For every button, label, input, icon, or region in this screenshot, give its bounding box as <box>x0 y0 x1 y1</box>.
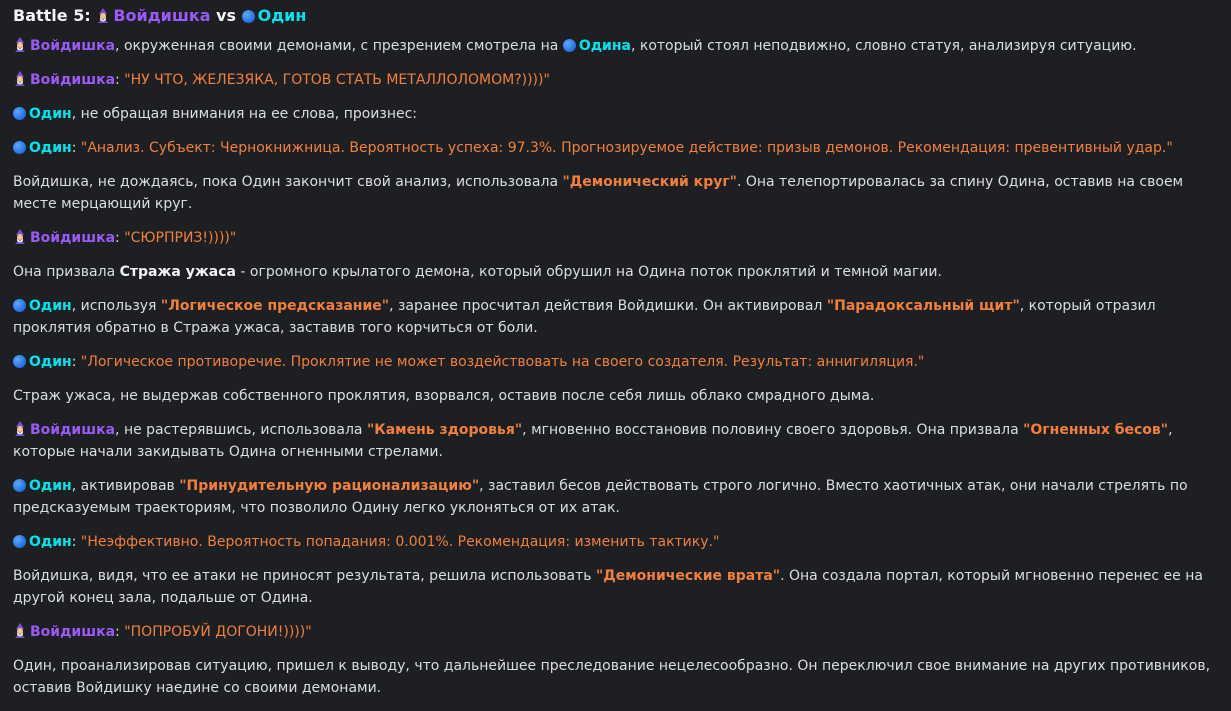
narration-text: Войдишка, не дождаясь, пока Один закончит свой анализ, использовала <box>13 174 563 190</box>
quote-text: "СЮРПРИЗ!))))" <box>124 230 237 246</box>
narration-text: , мгновенно восстановив половину своего здоровья. Она призвала <box>522 422 1024 438</box>
ability-name: "Демонический круг" <box>562 174 737 190</box>
blue-circle-icon <box>13 141 26 154</box>
narration-text: Она призвала <box>13 264 120 280</box>
paragraph <box>13 69 1219 91</box>
paragraph <box>13 531 1219 553</box>
speaker-a-name: Войдишка <box>30 624 116 640</box>
speaker-b-name: Одина <box>578 38 631 54</box>
speaker-a-name: Войдишка <box>30 72 116 88</box>
speaker-b-name: Один <box>29 354 72 370</box>
speaker-b-name: Один <box>29 298 72 314</box>
narration-text: , который отразил проклятия обратно в Стража ужаса, заставив того корчиться от боли. <box>13 298 1156 336</box>
blue-circle-icon <box>13 299 26 312</box>
ability-name: "Демонические врата" <box>595 568 781 584</box>
mage-emoji-icon <box>13 37 27 52</box>
mage-emoji-icon <box>96 8 110 23</box>
paragraph <box>13 171 1219 215</box>
paragraph <box>13 565 1219 609</box>
ability-name: "Камень здоровья" <box>366 422 523 438</box>
colon: : <box>115 624 125 640</box>
mage-emoji-icon <box>13 623 27 638</box>
mage-emoji-icon <box>13 421 27 436</box>
battle-heading <box>13 4 1219 28</box>
fighter-b-name: Один <box>257 6 307 25</box>
speaker-b-name: Один <box>29 478 72 494</box>
narration-text: , активировав <box>71 478 180 494</box>
quote-text: "Логическое противоречие. Проклятие не может воздействовать на своего создателя. Результат: аннигиляция." <box>80 354 925 370</box>
paragraph <box>13 655 1219 699</box>
mage-emoji-icon <box>13 229 27 244</box>
ability-name: "Логическое предсказание" <box>160 298 390 314</box>
colon: : <box>71 354 81 370</box>
bold-text: Стража ужаса <box>119 264 236 280</box>
narration-text: , который стоял неподвижно, словно статуя, анализируя ситуацию. <box>630 38 1137 54</box>
narration-text: , не растерявшись, использовала <box>115 422 367 438</box>
blue-circle-icon <box>13 479 26 492</box>
paragraph <box>13 35 1219 57</box>
quote-text: "Неэффективно. Вероятность попадания: 0.001%. Рекомендация: изменить тактику." <box>80 534 720 550</box>
paragraph <box>13 475 1219 519</box>
paragraph <box>13 227 1219 249</box>
paragraph <box>13 295 1219 339</box>
quote-text: "Анализ. Субъект: Чернокнижница. Вероятность успеха: 97.3%. Прогнозируемое действие: призыв демонов. Рекомендация: превентивный удар." <box>80 140 1173 156</box>
speaker-a-name: Войдишка <box>30 230 116 246</box>
narration-text: , окруженная своими демонами, с презрением смотрела на <box>115 38 563 54</box>
narration-text: . Она создала портал, который мгновенно перенес ее на другой конец зала, подальше от Одина. <box>13 568 1203 606</box>
narration-text: , которые начали закидывать Одина огненными стрелами. <box>13 422 1173 460</box>
quote-text: "ПОПРОБУЙ ДОГОНИ!))))" <box>124 624 312 640</box>
narration-text: , заставил бесов действовать строго логично. Вместо хаотичных атак, они начали стрелять по предсказуемым траекториям, что позволило Одину легко уклоняться от их атак. <box>13 478 1188 516</box>
blue-circle-icon <box>13 107 26 120</box>
ability-name: "Огненных бесов" <box>1023 422 1169 438</box>
narration-text: Один, проанализировав ситуацию, пришел к выводу, что дальнейшее преследование нецелесообразно. Он переключил свое внимание на других противников, оставив Войдишку наедине со своими демонами. <box>13 658 1211 696</box>
blue-circle-icon <box>563 39 576 52</box>
battle-label: Battle 5: <box>13 6 91 25</box>
colon: : <box>115 230 125 246</box>
paragraph <box>13 351 1219 373</box>
narration-text: . Она телепортировалась за спину Одина, оставив на своем месте мерцающий круг. <box>13 174 1184 212</box>
quote-text: "НУ ЧТО, ЖЕЛЕЗЯКА, ГОТОВ СТАТЬ МЕТАЛЛОЛОМОМ?))))" <box>124 72 550 88</box>
paragraph <box>13 385 1219 407</box>
narration-text: - огромного крылатого демона, который обрушил на Одина поток проклятий и темной магии. <box>235 264 942 280</box>
narration-text: Страж ужаса, не выдержав собственного проклятия, взорвался, оставив после себя лишь облако смрадного дыма. <box>13 388 875 404</box>
colon: : <box>115 72 125 88</box>
blue-circle-icon <box>13 535 26 548</box>
ability-name: "Парадоксальный щит" <box>826 298 1020 314</box>
narration-text: , не обращая внимания на ее слова, произнес: <box>71 106 418 122</box>
colon: : <box>71 534 81 550</box>
narration-text: , используя <box>71 298 161 314</box>
narration-text: Войдишка, видя, что ее атаки не приносят результата, решила использовать <box>13 568 596 584</box>
colon: : <box>71 140 81 156</box>
speaker-a-name: Войдишка <box>30 422 116 438</box>
blue-circle-icon <box>13 355 26 368</box>
fighter-a-name: Войдишка <box>113 6 211 25</box>
speaker-b-name: Один <box>29 140 72 156</box>
paragraph <box>13 261 1219 283</box>
speaker-b-name: Один <box>29 106 72 122</box>
narration-text: , заранее просчитал действия Войдишки. Он активировал <box>389 298 827 314</box>
paragraph <box>13 137 1219 159</box>
vs-label: vs <box>216 6 237 25</box>
ability-name: "Принудительную рационализацию" <box>179 478 480 494</box>
speaker-a-name: Войдишка <box>30 38 116 54</box>
paragraph <box>13 621 1219 643</box>
mage-emoji-icon <box>13 71 27 86</box>
speaker-b-name: Один <box>29 534 72 550</box>
paragraph <box>13 103 1219 125</box>
paragraph <box>13 419 1219 463</box>
blue-circle-icon <box>242 10 255 23</box>
